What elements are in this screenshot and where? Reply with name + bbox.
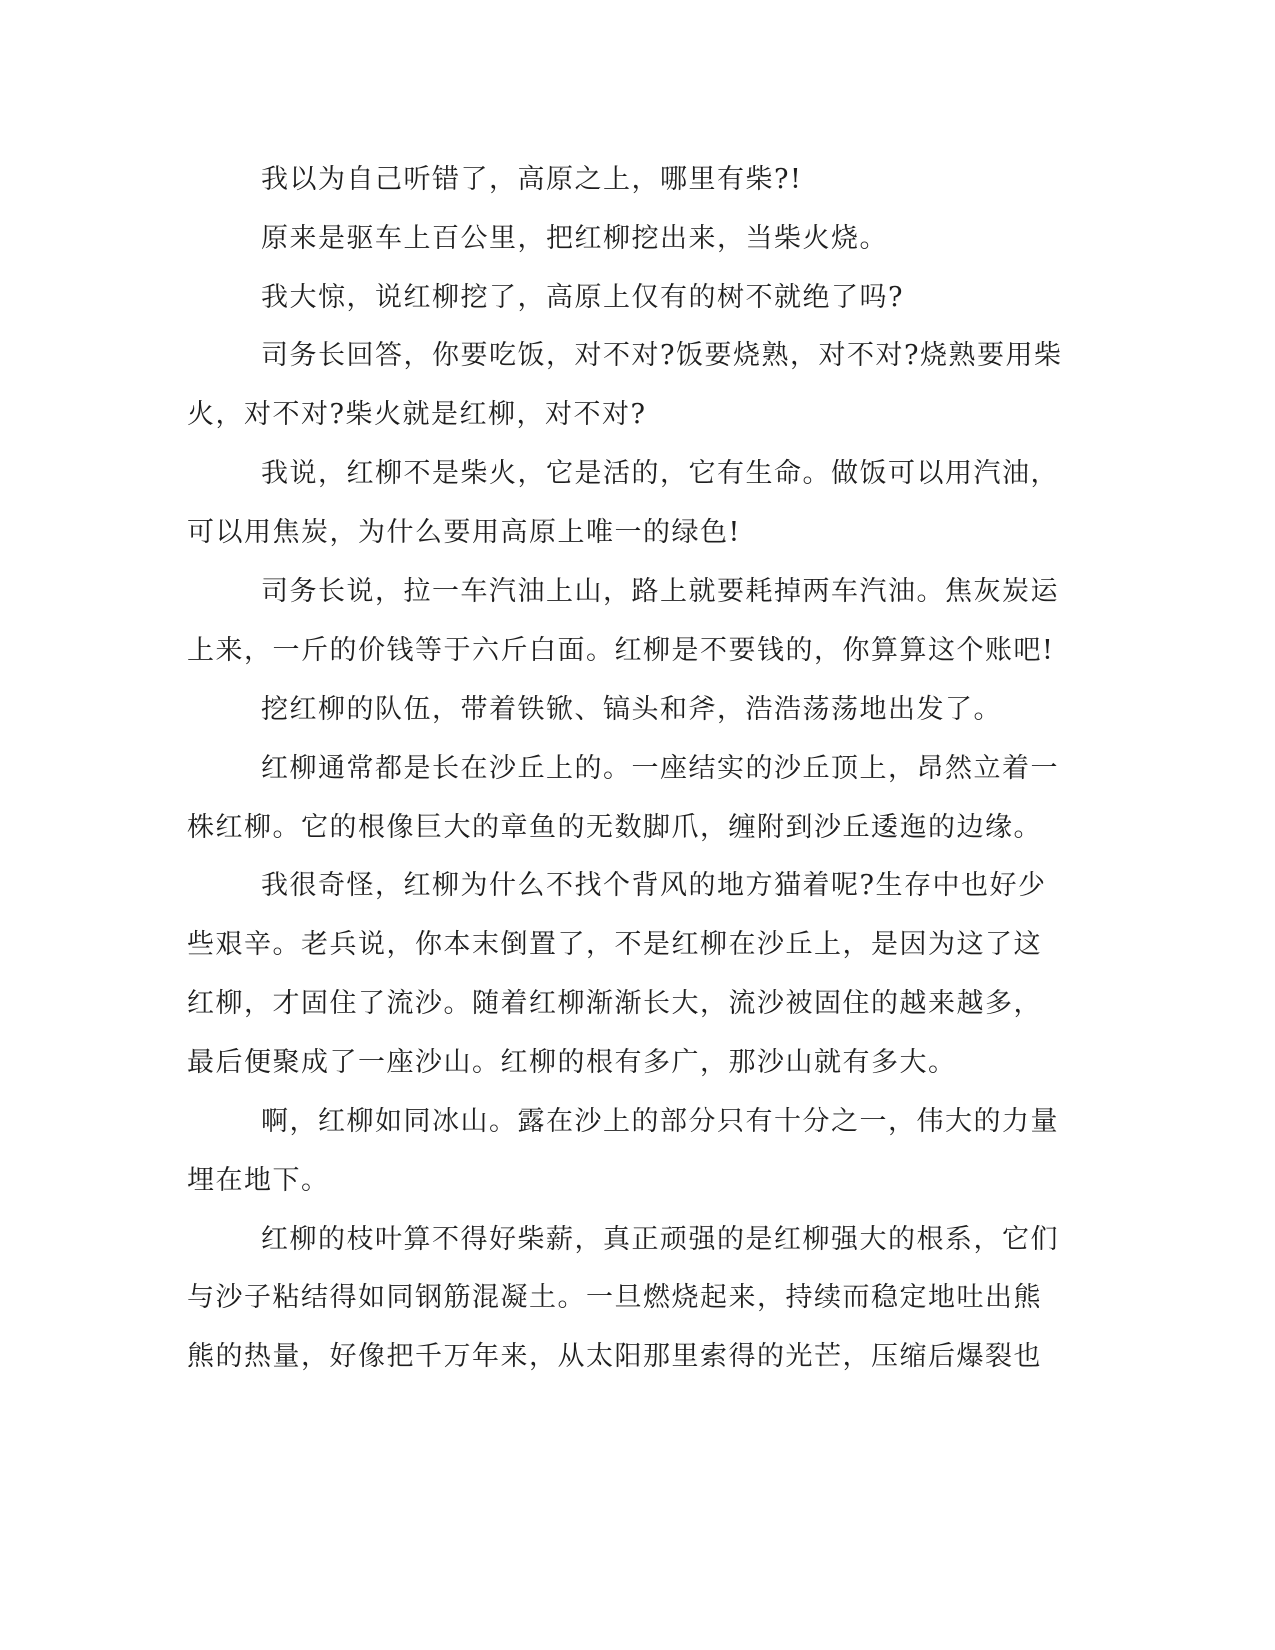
- text-line: 我大惊，说红柳挖了，高原上仅有的树不就绝了吗?: [261, 282, 904, 313]
- text-line: 可以用焦炭，为什么要用高原上唯一的绿色!: [187, 517, 741, 548]
- text-line: 株红柳。它的根像巨大的章鱼的无数脚爪，缠附到沙丘逶迤的边缘。: [187, 812, 1042, 843]
- text-line: 我很奇怪，红柳为什么不找个背风的地方猫着呢?生存中也好少: [261, 870, 1047, 901]
- text-line: 上来，一斤的价钱等于六斤白面。红柳是不要钱的，你算算这个账吧!: [187, 635, 1055, 666]
- text-line: 司务长说，拉一车汽油上山，路上就要耗掉两车汽油。焦灰炭运: [261, 576, 1059, 607]
- text-line: 熊的热量，好像把千万年来，从太阳那里索得的光芒，压缩后爆裂也: [187, 1341, 1042, 1372]
- text-line: 啊，红柳如同冰山。露在沙上的部分只有十分之一，伟大的力量: [261, 1106, 1059, 1137]
- text-line: 司务长回答，你要吃饭，对不对?饭要烧熟，对不对?烧熟要用柴: [261, 340, 1063, 371]
- text-line: 原来是驱车上百公里，把红柳挖出来，当柴火烧。: [261, 223, 888, 254]
- text-line: 我说，红柳不是柴火，它是活的，它有生命。做饭可以用汽油，: [261, 458, 1059, 489]
- text-line: 与沙子粘结得如同钢筋混凝土。一旦燃烧起来，持续而稳定地吐出熊: [187, 1282, 1042, 1313]
- text-line: 我以为自己听错了，高原之上，哪里有柴?!: [261, 164, 803, 195]
- text-line: 红柳，才固住了流沙。随着红柳渐渐长大，流沙被固住的越来越多，: [187, 988, 1042, 1019]
- text-line: 最后便聚成了一座沙山。红柳的根有多广，那沙山就有多大。: [187, 1047, 957, 1078]
- text-line: 红柳的枝叶算不得好柴薪，真正顽强的是红柳强大的根系，它们: [261, 1224, 1059, 1255]
- text-line: 红柳通常都是长在沙丘上的。一座结实的沙丘顶上，昂然立着一: [261, 753, 1059, 784]
- text-line: 埋在地下。: [187, 1165, 330, 1196]
- text-line: 挖红柳的队伍，带着铁锨、镐头和斧，浩浩荡荡地出发了。: [261, 694, 1002, 725]
- text-line: 火，对不对?柴火就是红柳，对不对?: [187, 399, 647, 430]
- text-line: 些艰辛。老兵说，你本末倒置了，不是红柳在沙丘上，是因为这了这: [187, 929, 1042, 960]
